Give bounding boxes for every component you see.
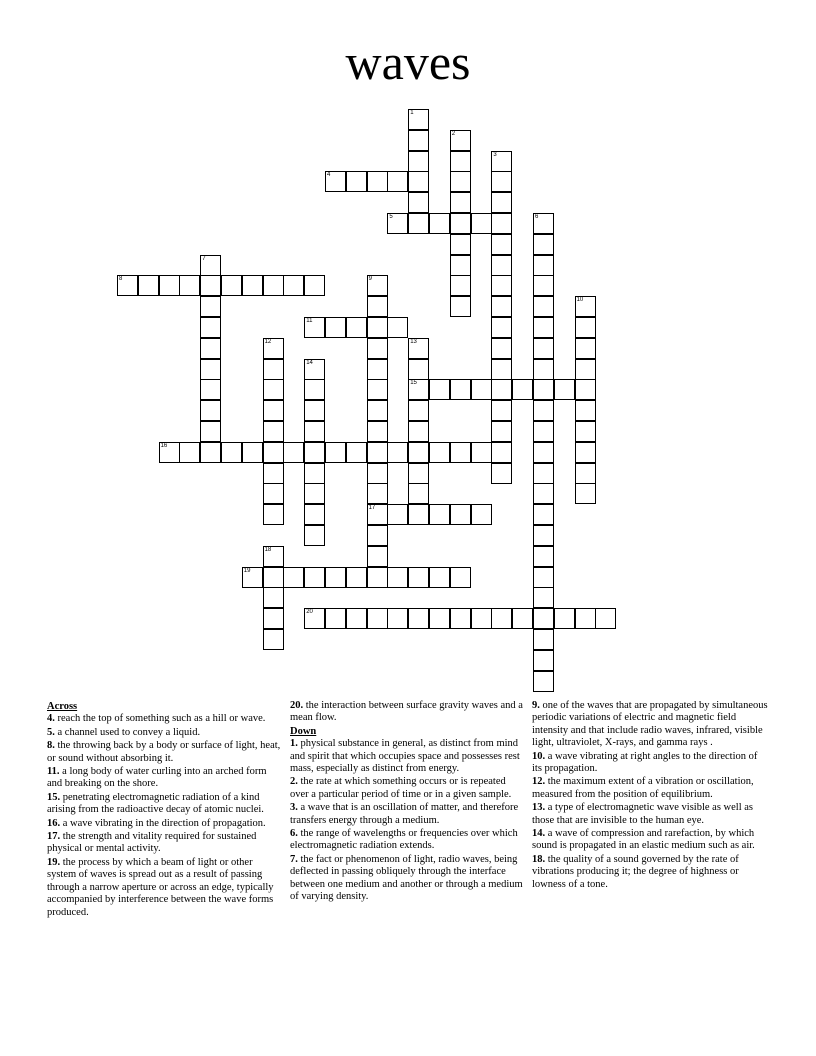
clue-number: 12. [532,776,546,788]
grid-cell[interactable] [408,192,429,213]
clue-number: 4. [47,713,55,725]
grid-cell[interactable] [367,525,388,546]
grid-cell[interactable] [471,379,492,400]
clue-column-1 [47,700,283,920]
clue-text: a wave vibrating in the direction of propagation. [62,817,266,829]
grid-cell[interactable] [159,442,180,463]
clue-number: 7. [290,853,298,865]
grid-cell[interactable] [595,608,616,629]
grid-cell[interactable] [533,234,554,255]
grid-cell[interactable] [533,525,554,546]
grid-cell[interactable] [367,359,388,380]
grid-cell[interactable] [367,608,388,629]
clue-text: a wave vibrating at right angles to the direction of its propagation. [532,750,758,775]
grid-cell[interactable] [304,483,325,504]
grid-cell[interactable] [533,504,554,525]
clue-text: a type of electromagnetic wave visible as well as those that are invisible to the human eye. [532,802,754,826]
grid-cell[interactable] [325,608,346,629]
grid-cell[interactable] [450,213,471,234]
grid-cell[interactable] [200,275,221,296]
grid-cell[interactable] [471,213,492,234]
grid-cell[interactable] [304,525,325,546]
clue-text: one of the waves that are propagated by simultaneous periodic variations of electric and magnetic field intensity and that include radio waves, infrared, visible light, ultraviolet, X-rays, and gamma rays . [532,700,768,749]
grid-cell[interactable] [387,608,408,629]
grid-cell[interactable] [450,296,471,317]
grid-cell[interactable] [387,442,408,463]
clue-text: penetrating electromagnetic radiation of a kind arising from the radioactive decay of atomic nuclei. [47,791,264,816]
clue-item [532,854,768,891]
grid-cell[interactable] [408,463,429,484]
grid-cell[interactable] [304,317,325,338]
grid-cell[interactable] [533,213,554,234]
clue-item [290,738,526,775]
clue-text: the interaction between surface gravity waves and a mean flow. [290,700,523,724]
grid-cell[interactable] [491,213,512,234]
cell-number: 9 [368,276,372,283]
grid-cell[interactable] [263,275,284,296]
grid-cell[interactable] [367,504,388,525]
grid-cell[interactable] [263,442,284,463]
grid-cell[interactable] [263,359,284,380]
grid-cell[interactable] [491,255,512,276]
grid-cell[interactable] [304,504,325,525]
clue-number: 2. [290,776,298,788]
grid-cell[interactable] [367,463,388,484]
grid-cell[interactable] [263,463,284,484]
grid-cell[interactable] [367,400,388,421]
grid-cell[interactable] [367,567,388,588]
grid-cell[interactable] [200,359,221,380]
grid-cell[interactable] [575,400,596,421]
clue-number: 10. [532,750,546,762]
cell-number: 13 [410,338,417,345]
cell-number: 19 [243,567,251,574]
grid-cell[interactable] [554,379,575,400]
across-heading: Across [47,701,78,712]
grid-cell[interactable] [408,442,429,463]
grid-cell[interactable] [491,151,512,172]
grid-cell[interactable] [575,359,596,380]
clue-number: 8. [47,740,55,752]
grid-cell[interactable] [367,546,388,567]
grid-cell[interactable] [346,317,367,338]
grid-cell[interactable] [408,421,429,442]
grid-cell[interactable] [325,171,346,192]
clue-text: a channel used to convey a liquid. [57,726,201,738]
grid-cell[interactable] [304,608,325,629]
grid-cell[interactable] [471,442,492,463]
grid-cell[interactable] [471,504,492,525]
grid-cell[interactable] [242,442,263,463]
grid-cell[interactable] [263,483,284,504]
clue-text: physical substance in general, as distinct from mind and spirit that which occupies space and possesses rest mass, especially as distinct from energy. [290,738,520,775]
grid-cell[interactable] [533,379,554,400]
grid-cell[interactable] [450,192,471,213]
grid-cell[interactable] [200,317,221,338]
grid-cell[interactable] [450,275,471,296]
grid-cell[interactable] [117,275,138,296]
clue-number: 1. [290,738,298,750]
grid-cell[interactable] [533,317,554,338]
clue-number: 6. [290,828,298,840]
grid-cell[interactable] [429,608,450,629]
clue-number: 14. [532,828,546,840]
grid-cell[interactable] [367,296,388,317]
grid-cell[interactable] [429,379,450,400]
cell-number: 18 [264,546,272,553]
grid-cell[interactable] [200,421,221,442]
clue-item [290,828,526,853]
grid-cell[interactable] [533,421,554,442]
grid-cell[interactable] [408,151,429,172]
grid-cell[interactable] [450,130,471,151]
clue-item [47,727,283,739]
cell-number: 8 [119,276,123,283]
clue-item [532,751,768,776]
grid-cell[interactable] [533,296,554,317]
cell-number: 20 [306,609,313,616]
grid-cell[interactable] [242,275,263,296]
grid-cell[interactable] [263,546,284,567]
clue-text: a wave that is an oscillation of matter, and therefore transfers energy through a medium. [290,802,519,826]
grid-cell[interactable] [138,275,159,296]
clue-item [290,700,526,725]
grid-cell[interactable] [200,255,221,276]
grid-cell[interactable] [491,463,512,484]
grid-cell[interactable] [533,587,554,608]
grid-cell[interactable] [575,483,596,504]
grid-cell[interactable] [367,317,388,338]
grid-cell[interactable] [491,317,512,338]
grid-cell[interactable] [533,359,554,380]
grid-cell[interactable] [408,400,429,421]
grid-cell[interactable] [263,379,284,400]
cell-number: 1 [410,110,414,116]
grid-cell[interactable] [533,338,554,359]
grid-cell[interactable] [533,255,554,276]
grid-cell[interactable] [533,567,554,588]
clue-item [47,740,283,765]
grid-cell[interactable] [367,483,388,504]
cell-number: 2 [451,130,456,137]
clue-text: a wave of compression and rarefaction, by which sound is propagated in an elastic medium such as air. [532,828,755,852]
clue-text: the quality of a sound governed by the rate of vibrations producing it; the degree of highness or lowness of a tone. [532,853,739,890]
grid-cell[interactable] [325,317,346,338]
grid-cell[interactable] [450,567,471,588]
grid-cell[interactable] [408,483,429,504]
clue-item [290,802,526,827]
clue-column-3 [532,700,768,892]
grid-cell[interactable] [408,379,429,400]
clue-item [47,713,283,725]
grid-cell[interactable] [304,421,325,442]
clue-number: 15. [47,791,61,803]
grid-cell[interactable] [450,608,471,629]
grid-cell[interactable] [263,567,284,588]
clue-number: 13. [532,802,546,814]
grid-cell[interactable] [325,442,346,463]
grid-cell[interactable] [408,567,429,588]
grid-cell[interactable] [263,421,284,442]
grid-cell[interactable] [263,608,284,629]
grid-cell[interactable] [283,275,304,296]
clue-text: the rate at which something occurs or is repeated over a particular period of time or in a given sample. [290,776,512,800]
clue-number: 19. [47,856,61,868]
grid-cell[interactable] [408,171,429,192]
grid-cell[interactable] [387,567,408,588]
grid-cell[interactable] [408,109,429,130]
grid-cell[interactable] [408,130,429,151]
grid-cell[interactable] [387,213,408,234]
grid-cell[interactable] [179,275,200,296]
clue-text: the maximum extent of a vibration or oscillation, measured from the position of equilibrium. [532,776,754,800]
grid-cell[interactable] [221,442,242,463]
grid-cell[interactable] [304,379,325,400]
clue-text: the throwing back by a body or surface of light, heat, or sound without absorbing it. [47,740,281,764]
grid-cell[interactable] [533,400,554,421]
grid-cell[interactable] [387,171,408,192]
clue-item [532,828,768,853]
grid-cell[interactable] [491,296,512,317]
grid-cell[interactable] [491,275,512,296]
grid-cell[interactable] [491,338,512,359]
grid-cell[interactable] [533,483,554,504]
grid-cell[interactable] [408,359,429,380]
clue-item [47,818,283,830]
grid-cell[interactable] [367,379,388,400]
grid-cell[interactable] [367,442,388,463]
grid-cell[interactable] [491,192,512,213]
grid-cell[interactable] [491,379,512,400]
grid-cell[interactable] [450,151,471,172]
grid-cell[interactable] [346,171,367,192]
down-heading: Down [290,725,317,737]
grid-cell[interactable] [429,213,450,234]
grid-cell[interactable] [367,338,388,359]
grid-cell[interactable] [491,442,512,463]
grid-cell[interactable] [533,442,554,463]
grid-cell[interactable] [512,608,533,629]
grid-cell[interactable] [491,359,512,380]
grid-cell[interactable] [450,255,471,276]
grid-cell[interactable] [533,546,554,567]
clue-number: 5. [47,726,55,738]
grid-cell[interactable] [387,504,408,525]
clue-item [47,831,283,856]
grid-cell[interactable] [367,275,388,296]
grid-cell[interactable] [491,234,512,255]
clue-number: 9. [532,700,540,711]
clue-column-2 [290,700,526,905]
grid-cell[interactable] [408,213,429,234]
grid-cell[interactable] [533,463,554,484]
grid-cell[interactable] [200,338,221,359]
grid-cell[interactable] [450,379,471,400]
grid-cell[interactable] [221,275,242,296]
cell-number: 5 [389,214,393,220]
grid-cell[interactable] [450,171,471,192]
grid-cell[interactable] [450,234,471,255]
grid-cell[interactable] [387,317,408,338]
grid-cell[interactable] [450,504,471,525]
clue-item [47,766,283,791]
grid-cell[interactable] [491,421,512,442]
cell-number: 7 [202,255,206,262]
grid-cell[interactable] [533,629,554,650]
cell-number: 12 [264,338,272,345]
grid-cell[interactable] [429,504,450,525]
grid-cell[interactable] [512,379,533,400]
grid-cell[interactable] [533,608,554,629]
grid-cell[interactable] [491,400,512,421]
clue-item [47,792,283,817]
grid-cell[interactable] [491,608,512,629]
grid-cell[interactable] [429,442,450,463]
grid-cell[interactable] [367,421,388,442]
grid-cell[interactable] [408,338,429,359]
grid-cell[interactable] [575,442,596,463]
cell-number: 15 [410,380,417,387]
grid-cell[interactable] [304,442,325,463]
grid-cell[interactable] [533,275,554,296]
grid-cell[interactable] [200,379,221,400]
cell-number: 17 [368,505,376,512]
grid-cell[interactable] [533,671,554,692]
grid-cell[interactable] [304,400,325,421]
grid-cell[interactable] [450,442,471,463]
cell-number: 16 [160,442,168,449]
grid-cell[interactable] [554,608,575,629]
grid-cell[interactable] [304,567,325,588]
cell-number: 4 [327,172,331,179]
clue-number: 18. [532,853,546,865]
clue-number: 3. [290,802,298,814]
cell-number: 3 [493,151,497,158]
clue-list [0,700,816,980]
grid-cell[interactable] [346,567,367,588]
grid-cell[interactable] [471,608,492,629]
grid-cell[interactable] [575,338,596,359]
clue-text: the fact or phenomenon of light, radio waves, being deflected in passing obliquely through the interface between one medium and another or through a medium of varying density. [290,853,523,903]
grid-cell[interactable] [304,463,325,484]
cell-number: 6 [535,214,539,220]
grid-cell[interactable] [200,442,221,463]
cell-number: 14 [306,359,313,366]
grid-cell[interactable] [429,567,450,588]
grid-cell[interactable] [283,567,304,588]
clue-number: 17. [47,831,61,843]
grid-cell[interactable] [304,359,325,380]
grid-cell[interactable] [367,171,388,192]
cell-number: 11 [306,318,313,324]
cell-number: 10 [576,297,584,304]
clue-number: 16. [47,817,61,829]
clue-item [290,854,526,904]
grid-cell[interactable] [408,608,429,629]
grid-cell[interactable] [533,650,554,671]
grid-cell[interactable] [263,400,284,421]
grid-cell[interactable] [491,171,512,192]
clue-text: the range of wavelengths or frequencies over which electromagnetic radiation extends. [290,828,518,852]
grid-cell[interactable] [159,275,180,296]
grid-cell[interactable] [263,629,284,650]
grid-cell[interactable] [242,567,263,588]
grid-cell[interactable] [304,275,325,296]
grid-cell[interactable] [575,608,596,629]
grid-cell[interactable] [575,317,596,338]
grid-cell[interactable] [325,567,346,588]
grid-cell[interactable] [263,587,284,608]
clue-item [290,776,526,801]
clue-text: a long body of water curling into an arched form and breaking on the shore. [47,766,267,790]
clue-item [532,802,768,827]
grid-cell[interactable] [283,442,304,463]
clue-item [532,776,768,801]
grid-cell[interactable] [575,421,596,442]
grid-cell[interactable] [575,296,596,317]
clue-text: reach the top of something such as a hill or wave. [57,713,266,725]
clue-text: the process by which a beam of light or other system of waves is spread out as a result of passing through a narrow aperture or across an edge, typically accompanied by interference between the wave forms produced. [47,856,274,918]
page-title: waves [345,34,471,90]
clue-item [532,700,768,750]
grid-cell[interactable] [179,442,200,463]
clue-number: 11. [47,766,60,778]
grid-cell[interactable] [263,504,284,525]
grid-cell[interactable] [408,504,429,525]
grid-cell[interactable] [200,296,221,317]
grid-cell[interactable] [575,379,596,400]
grid-cell[interactable] [263,338,284,359]
grid-cell[interactable] [575,463,596,484]
clue-item [47,857,283,919]
grid-cell[interactable] [200,400,221,421]
grid-cell[interactable] [346,442,367,463]
grid-cell[interactable] [346,608,367,629]
clue-number: 20. [290,700,304,711]
clue-text: the strength and vitality required for sustained physical or mental activity. [47,831,257,855]
